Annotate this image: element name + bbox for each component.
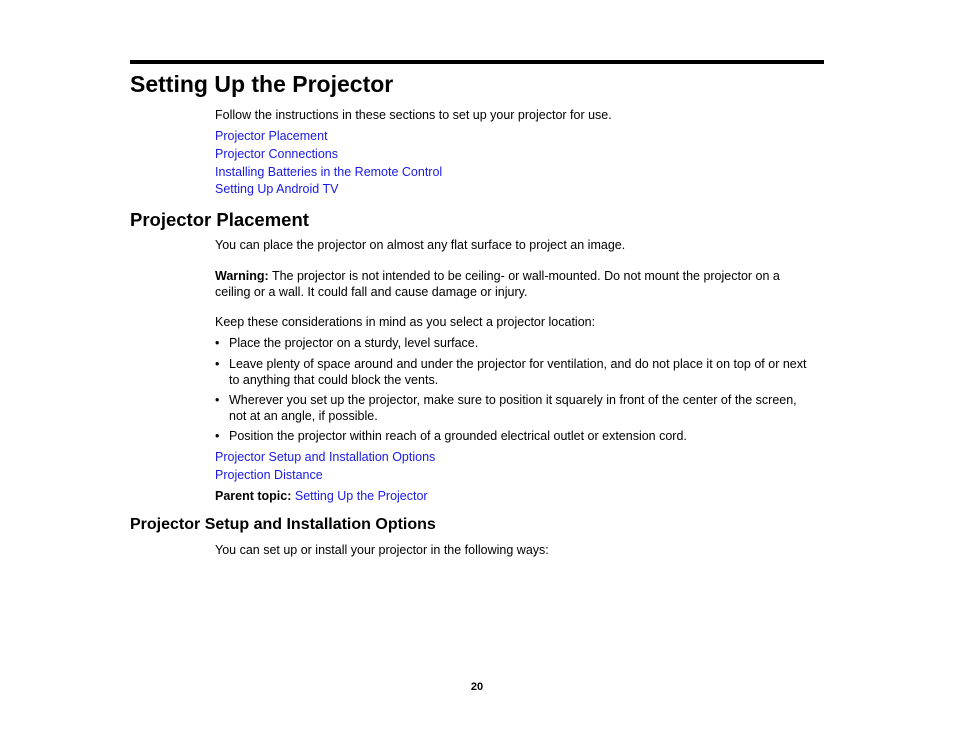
warning-text: The projector is not intended to be ceiling- or wall-mounted. Do not mount the projector on a ceiling or a wall. It could fall and cause damage or injury. (215, 269, 780, 299)
intro-text: Follow the instructions in these sections to set up your projector for use. (215, 108, 612, 122)
bullet-item: Wherever you set up the projector, make sure to position it squarely in front of the center of the screen, not at an angle, if possible. (229, 393, 797, 423)
section-heading: Projector Placement (130, 209, 309, 230)
bullet-marker: • (215, 357, 220, 371)
bullet-marker: • (215, 336, 220, 350)
section-intro: You can place the projector on almost any flat surface to project an image. (215, 238, 626, 252)
subsection-intro: You can set up or install your projector in the following ways: (215, 543, 549, 557)
subsection-heading: Projector Setup and Installation Options (130, 516, 436, 533)
bullet-item: Position the projector within reach of a grounded electrical outlet or extension cord. (229, 429, 687, 443)
toc-link-projector-connections[interactable]: Projector Connections (215, 147, 338, 161)
parent-topic (215, 488, 428, 504)
link-projection-distance[interactable]: Projection Distance (215, 468, 323, 482)
warning-note (215, 268, 815, 300)
bullet-marker: • (215, 393, 220, 407)
title-rule (130, 60, 824, 64)
bullet-item: Leave plenty of space around and under the projector for ventilation, and do not place it on top of or next to anything that could block the vents. (229, 357, 807, 387)
link-setup-installation-options[interactable]: Projector Setup and Installation Options (215, 450, 436, 464)
page-title: Setting Up the Projector (130, 71, 394, 97)
bullet-marker: • (215, 429, 220, 443)
toc-link-installing-batteries[interactable]: Installing Batteries in the Remote Control (215, 165, 443, 179)
page-number: 20 (470, 681, 484, 693)
considerations-intro: Keep these considerations in mind as you select a projector location: (215, 315, 596, 329)
parent-topic-link[interactable]: Setting Up the Projector (294, 489, 428, 503)
parent-topic-label: Parent topic: (215, 489, 292, 503)
toc-link-projector-placement[interactable]: Projector Placement (215, 129, 328, 143)
warning-label: Warning: (215, 269, 269, 283)
bullet-item: Place the projector on a sturdy, level surface. (229, 336, 479, 350)
toc-link-setting-up-android-tv[interactable]: Setting Up Android TV (215, 182, 339, 196)
